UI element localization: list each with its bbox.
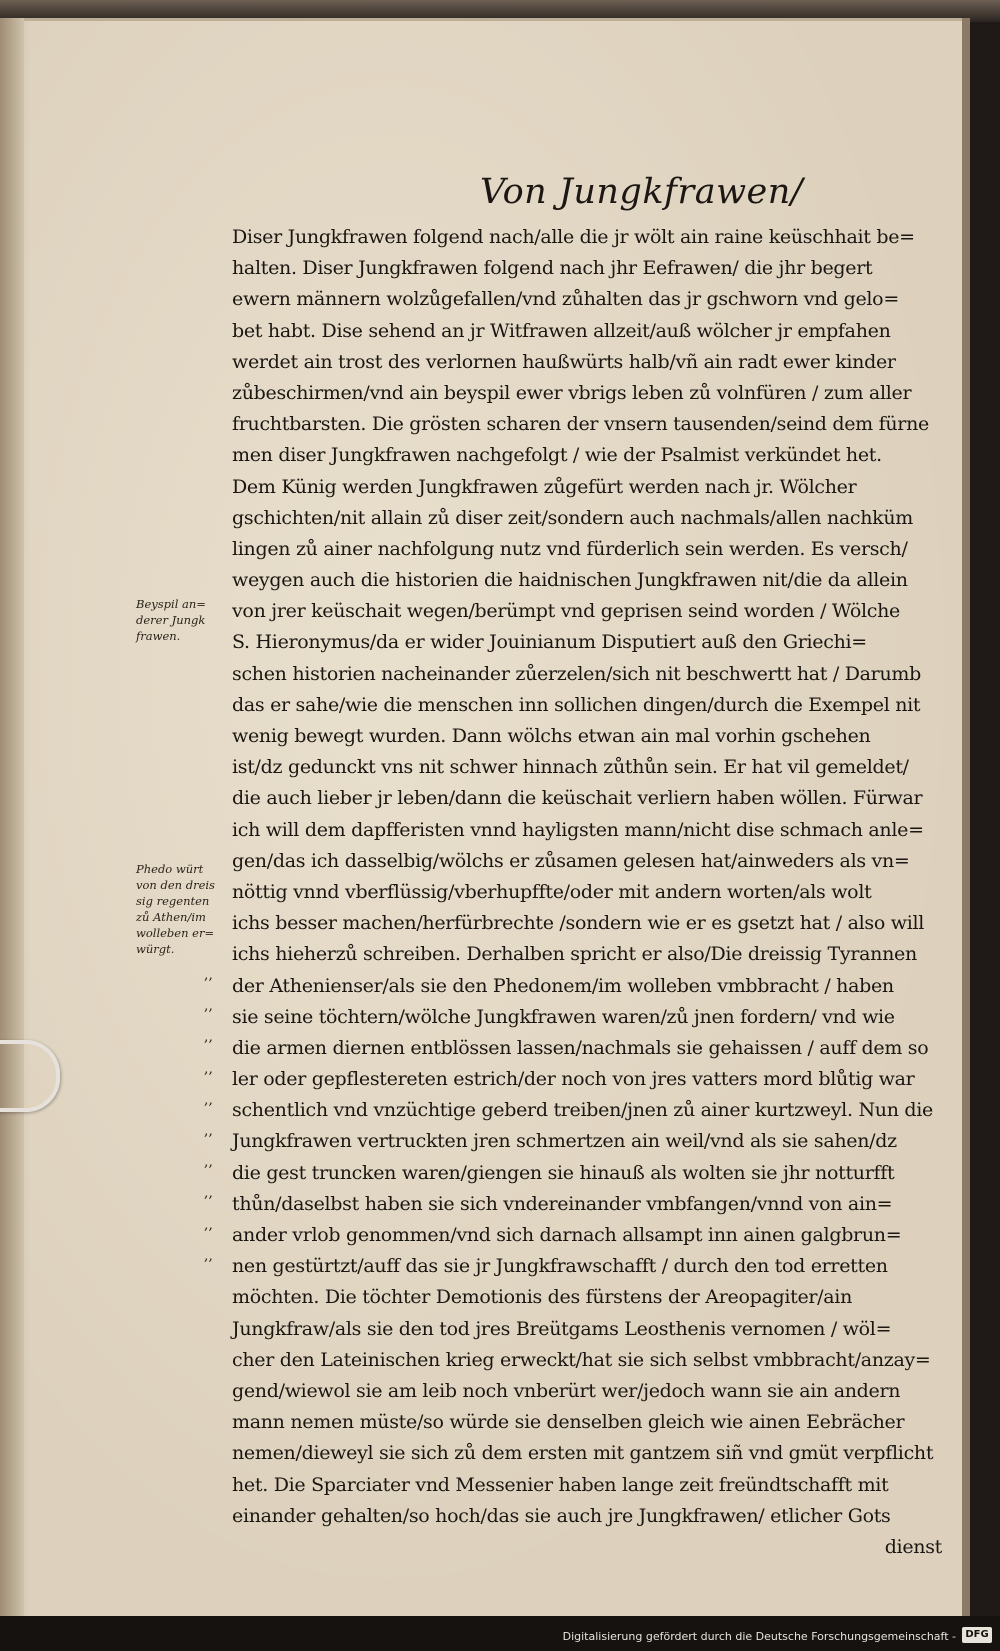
quotation-mark: ,, bbox=[204, 1247, 213, 1264]
text-line: men diser Jungkfrawen nachgefolgt / wie der Psalmist verkündet het. bbox=[232, 444, 882, 467]
marginal-note-line: wolleben er= bbox=[136, 926, 215, 940]
text-line: Jungkfraw/als sie den tod jres Breütgams Leosthenis vernomen / wöl= bbox=[232, 1317, 892, 1340]
text-line: weygen auch die historien die haidnischen Jungkfrawen nit/die da allein bbox=[232, 569, 908, 592]
text-line: ist/dz gedunckt vns nit schwer hinnach zůthůn sein. Er hat vil gemeldet/ bbox=[232, 756, 909, 779]
text-line: gen/das ich dasselbig/wölchs er zůsamen gelesen hat/ainweders als vn= bbox=[232, 849, 910, 872]
text-line: von jrer keüschait wegen/berümpt vnd geprisen seind worden / Wölche bbox=[232, 600, 900, 623]
text-line: nen gestürtzt/auff das sie jr Jungkfrawschafft / durch den tod erretten bbox=[232, 1255, 888, 1278]
text-line: möchten. Die töchter Demotionis des fürstens der Areopagiter/ain bbox=[232, 1286, 853, 1309]
body-text bbox=[232, 222, 962, 1563]
quotation-mark: ,, bbox=[204, 1122, 213, 1139]
text-line: Jungkfrawen vertruckten jren schmertzen ain weil/vnd als sie sahen/dz bbox=[232, 1130, 897, 1153]
text-line: einander gehalten/so hoch/das sie auch jre Jungkfrawen/ etlicher Gots bbox=[232, 1504, 891, 1527]
quotation-mark: ,, bbox=[204, 1091, 213, 1108]
quotation-mark: ,, bbox=[204, 1029, 213, 1046]
text-line: ander vrlob genommen/vnd sich darnach allsampt inn ainen galgbrun= bbox=[232, 1224, 902, 1246]
quotation-marks-column bbox=[204, 960, 226, 1272]
text-line: bet habt. Dise sehend an jr Witfrawen allzeit/auß wölcher jr empfahen bbox=[232, 319, 891, 342]
quotation-mark: ,, bbox=[204, 998, 213, 1015]
text-line: nöttig vnnd vberflüssig/vberhupffte/oder mit andern worten/als wolt bbox=[232, 880, 872, 903]
text-line: der Athenienser/als sie den Phedonem/im wolleben vmbbracht / haben bbox=[232, 974, 894, 997]
text-line: gend/wiewol sie am leib noch vnberürt wer/jedoch wann sie ain andern bbox=[232, 1379, 901, 1402]
quotation-mark: ,, bbox=[204, 1060, 213, 1077]
text-line: cher den Lateinischen krieg erweckt/hat sie sich selbst vmbbracht/anzay= bbox=[232, 1348, 931, 1371]
marginal-note-line: von den dreis bbox=[136, 878, 215, 892]
marginal-note-example bbox=[136, 596, 228, 644]
text-line: schentlich vnd vnzüchtige geberd treiben/jnen zů ainer kurtzweyl. Nun die bbox=[232, 1099, 933, 1122]
marginal-note-phedo bbox=[136, 861, 228, 957]
text-line: die gest truncken waren/giengen sie hinauß als wolten sie jhr notturfft bbox=[232, 1161, 895, 1184]
text-line: ler oder gepflestereten estrich/der noch von jres vatters mord blůtig war bbox=[232, 1068, 915, 1091]
quotation-mark: ,, bbox=[204, 1185, 213, 1202]
text-line: Diser Jungkfrawen folgend nach/alle die jr wölt ain raine keüschhait be= bbox=[232, 226, 915, 248]
marginal-note-line: zů Athen/im bbox=[136, 910, 206, 924]
page-fore-edge bbox=[962, 18, 970, 1616]
text-line: nemen/dieweyl sie sich zů dem ersten mit gantzem siñ vnd gmüt verpflicht bbox=[232, 1442, 934, 1465]
page-binding-edge bbox=[0, 18, 24, 1616]
text-line: werdet ain trost des verlornen haußwürts halb/vñ ain radt ewer kinder bbox=[232, 350, 896, 373]
text-line: wenig bewegt wurden. Dann wölchs etwan ain mal vorhin gschehen bbox=[232, 725, 871, 747]
text-line: dienst bbox=[884, 1535, 942, 1558]
text-line: het. Die Sparciater vnd Messenier haben lange zeit freündtschafft mit bbox=[232, 1473, 889, 1496]
text-line: ewern männern wolzůgefallen/vnd zůhalten das jr gschworn vnd gelo= bbox=[232, 288, 899, 311]
marginal-note-line: Phedo würt bbox=[136, 862, 204, 876]
text-line: zůbeschirmen/vnd ain beyspil ewer vbrigs leben zů volnfüren / zum aller bbox=[232, 381, 912, 404]
marginal-note-line: frawen. bbox=[136, 629, 181, 643]
text-line: gschichten/nit allain zů diser zeit/sondern auch nachmals/allen nachküm bbox=[232, 506, 914, 529]
text-line: das er sahe/wie die menschen inn sollichen dingen/durch die Exempel nit bbox=[232, 693, 921, 716]
marginal-note-line: derer Jungk bbox=[136, 613, 206, 627]
text-line: die armen diernen entblössen lassen/nachmals sie gehaissen / auff dem so bbox=[232, 1036, 929, 1059]
text-line: schen historien nacheinander zůerzelen/sich nit beschwertt hat / Darumb bbox=[232, 662, 921, 685]
text-line: fruchtbarsten. Die grösten scharen der vnsern tausenden/seind dem fürne bbox=[232, 413, 929, 436]
text-line: sie seine töchtern/wölche Jungkfrawen waren/zů jnen fordern/ vnd wie bbox=[232, 1005, 895, 1028]
text-line: ich will dem dapfferisten vnnd hayligsten mann/nicht dise schmach anle= bbox=[232, 818, 924, 841]
quotation-mark: ,, bbox=[204, 967, 213, 983]
text-line: ichs hieherzů schreiben. Derhalben spricht er also/Die dreissig Tyrannen bbox=[232, 943, 917, 966]
text-line: lingen zů ainer nachfolgung nutz vnd fürderlich sein werden. Es versch/ bbox=[232, 537, 908, 560]
text-line: halten. Diser Jungkfrawen folgend nach jhr Eefrawen/ die jhr begert bbox=[232, 257, 873, 280]
funding-credit: Digitalisierung gefördert durch die Deutsche Forschungsgemeinschaft - bbox=[562, 1630, 956, 1643]
text-line: die auch lieber jr leben/dann die keüschait verliern haben wöllen. Fürwar bbox=[232, 787, 923, 810]
text-line: mann nemen müste/so würde sie denselben gleich wie ainen Eebrächer bbox=[232, 1411, 905, 1434]
dfg-logo: DFG bbox=[962, 1627, 992, 1643]
marginal-note-line: würgt. bbox=[136, 942, 175, 956]
quotation-mark: ,, bbox=[204, 1154, 213, 1171]
quotation-mark: ,, bbox=[204, 1216, 213, 1233]
running-head: Von Jungkfrawen/ bbox=[480, 172, 804, 212]
marginal-note-line: Beyspil an= bbox=[136, 597, 206, 611]
text-line: thůn/daselbst haben sie sich vndereinander vmbfangen/vnnd von ain= bbox=[232, 1192, 893, 1215]
text-line: S. Hieronymus/da er wider Jouinianum Disputiert auß den Griechi= bbox=[232, 631, 867, 654]
text-line: Dem Künig werden Jungkfrawen zůgefürt werden nach jr. Wölcher bbox=[232, 475, 857, 498]
marginal-note-line: sig regenten bbox=[136, 894, 210, 908]
text-line: ichs besser machen/herfürbrechte /sondern wie er es gsetzt hat / also will bbox=[232, 912, 925, 935]
